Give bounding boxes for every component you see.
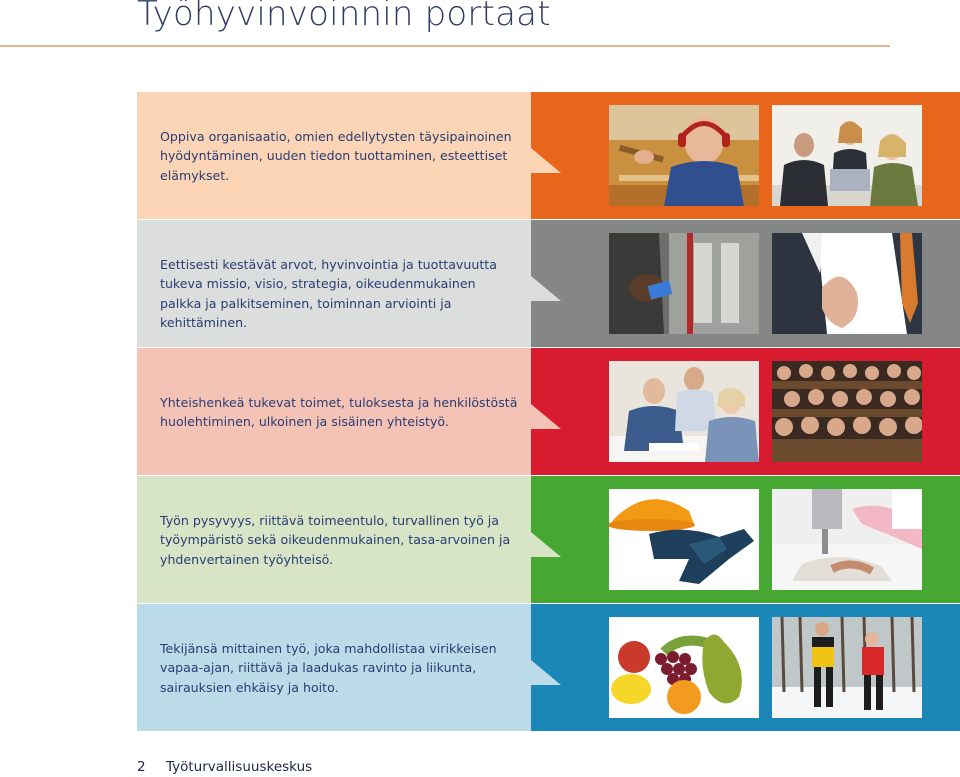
footer-organization: Työturvallisuuskeskus bbox=[166, 759, 313, 775]
winter-walkers-photo bbox=[772, 617, 922, 718]
step-description: Työn pysyvyys, riittävä toimeentulo, turvallinen työ ja työympäristö sekä oikeudenmukainen, tasa-arvoinen ja yhdenvertainen työyhteisö. bbox=[160, 513, 511, 567]
office-team-laptop-photo bbox=[772, 105, 922, 206]
title-divider bbox=[0, 45, 890, 47]
sewing-machine-photo bbox=[772, 489, 922, 590]
step-description: Oppiva organisaatio, omien edellytysten täysipainoinen hyödyntäminen, uuden tiedon tuottaminen, esteettiset elämykset. bbox=[160, 129, 512, 183]
step-arrow bbox=[531, 148, 561, 178]
card-payment-photo bbox=[609, 233, 759, 334]
step-band-2 bbox=[137, 220, 960, 347]
step-arrow bbox=[531, 532, 561, 562]
audience-photo bbox=[772, 361, 922, 462]
page-number: 2 bbox=[137, 759, 146, 775]
worker-headphones-photo bbox=[609, 105, 759, 206]
hardhat-gloves-photo bbox=[609, 489, 759, 590]
step-description: Tekijänsä mittainen työ, joka mahdollistaa virikkeisen vapaa-ajan, riittävä ja laadukas ravinto ja liikunta, sairauksien ehkäisy ja hoito. bbox=[160, 641, 497, 695]
step-band-1 bbox=[137, 92, 960, 219]
step-description: Eettisesti kestävät arvot, hyvinvointia ja tuottavuutta tukeva missio, visio, strategia, oikeudenmukainen palkka ja palkitseminen, toiminnan arviointi ja kehittäminen. bbox=[160, 257, 497, 331]
step-band-5 bbox=[137, 604, 960, 731]
handshake-photo bbox=[772, 233, 922, 334]
step-band-3 bbox=[137, 348, 960, 475]
step-arrow bbox=[531, 660, 561, 690]
step-arrow bbox=[531, 404, 561, 434]
fruit-photo bbox=[609, 617, 759, 718]
step-band-4 bbox=[137, 476, 960, 603]
meeting-table-photo bbox=[609, 361, 759, 462]
step-arrow bbox=[531, 276, 561, 306]
step-description: Yhteishenkeä tukevat toimet, tuloksesta ja henkilöstöstä huolehtiminen, ulkoinen ja sisäinen yhteistyö. bbox=[160, 395, 518, 430]
page-title: Työhyvinvoinnin portaat bbox=[137, 0, 551, 34]
